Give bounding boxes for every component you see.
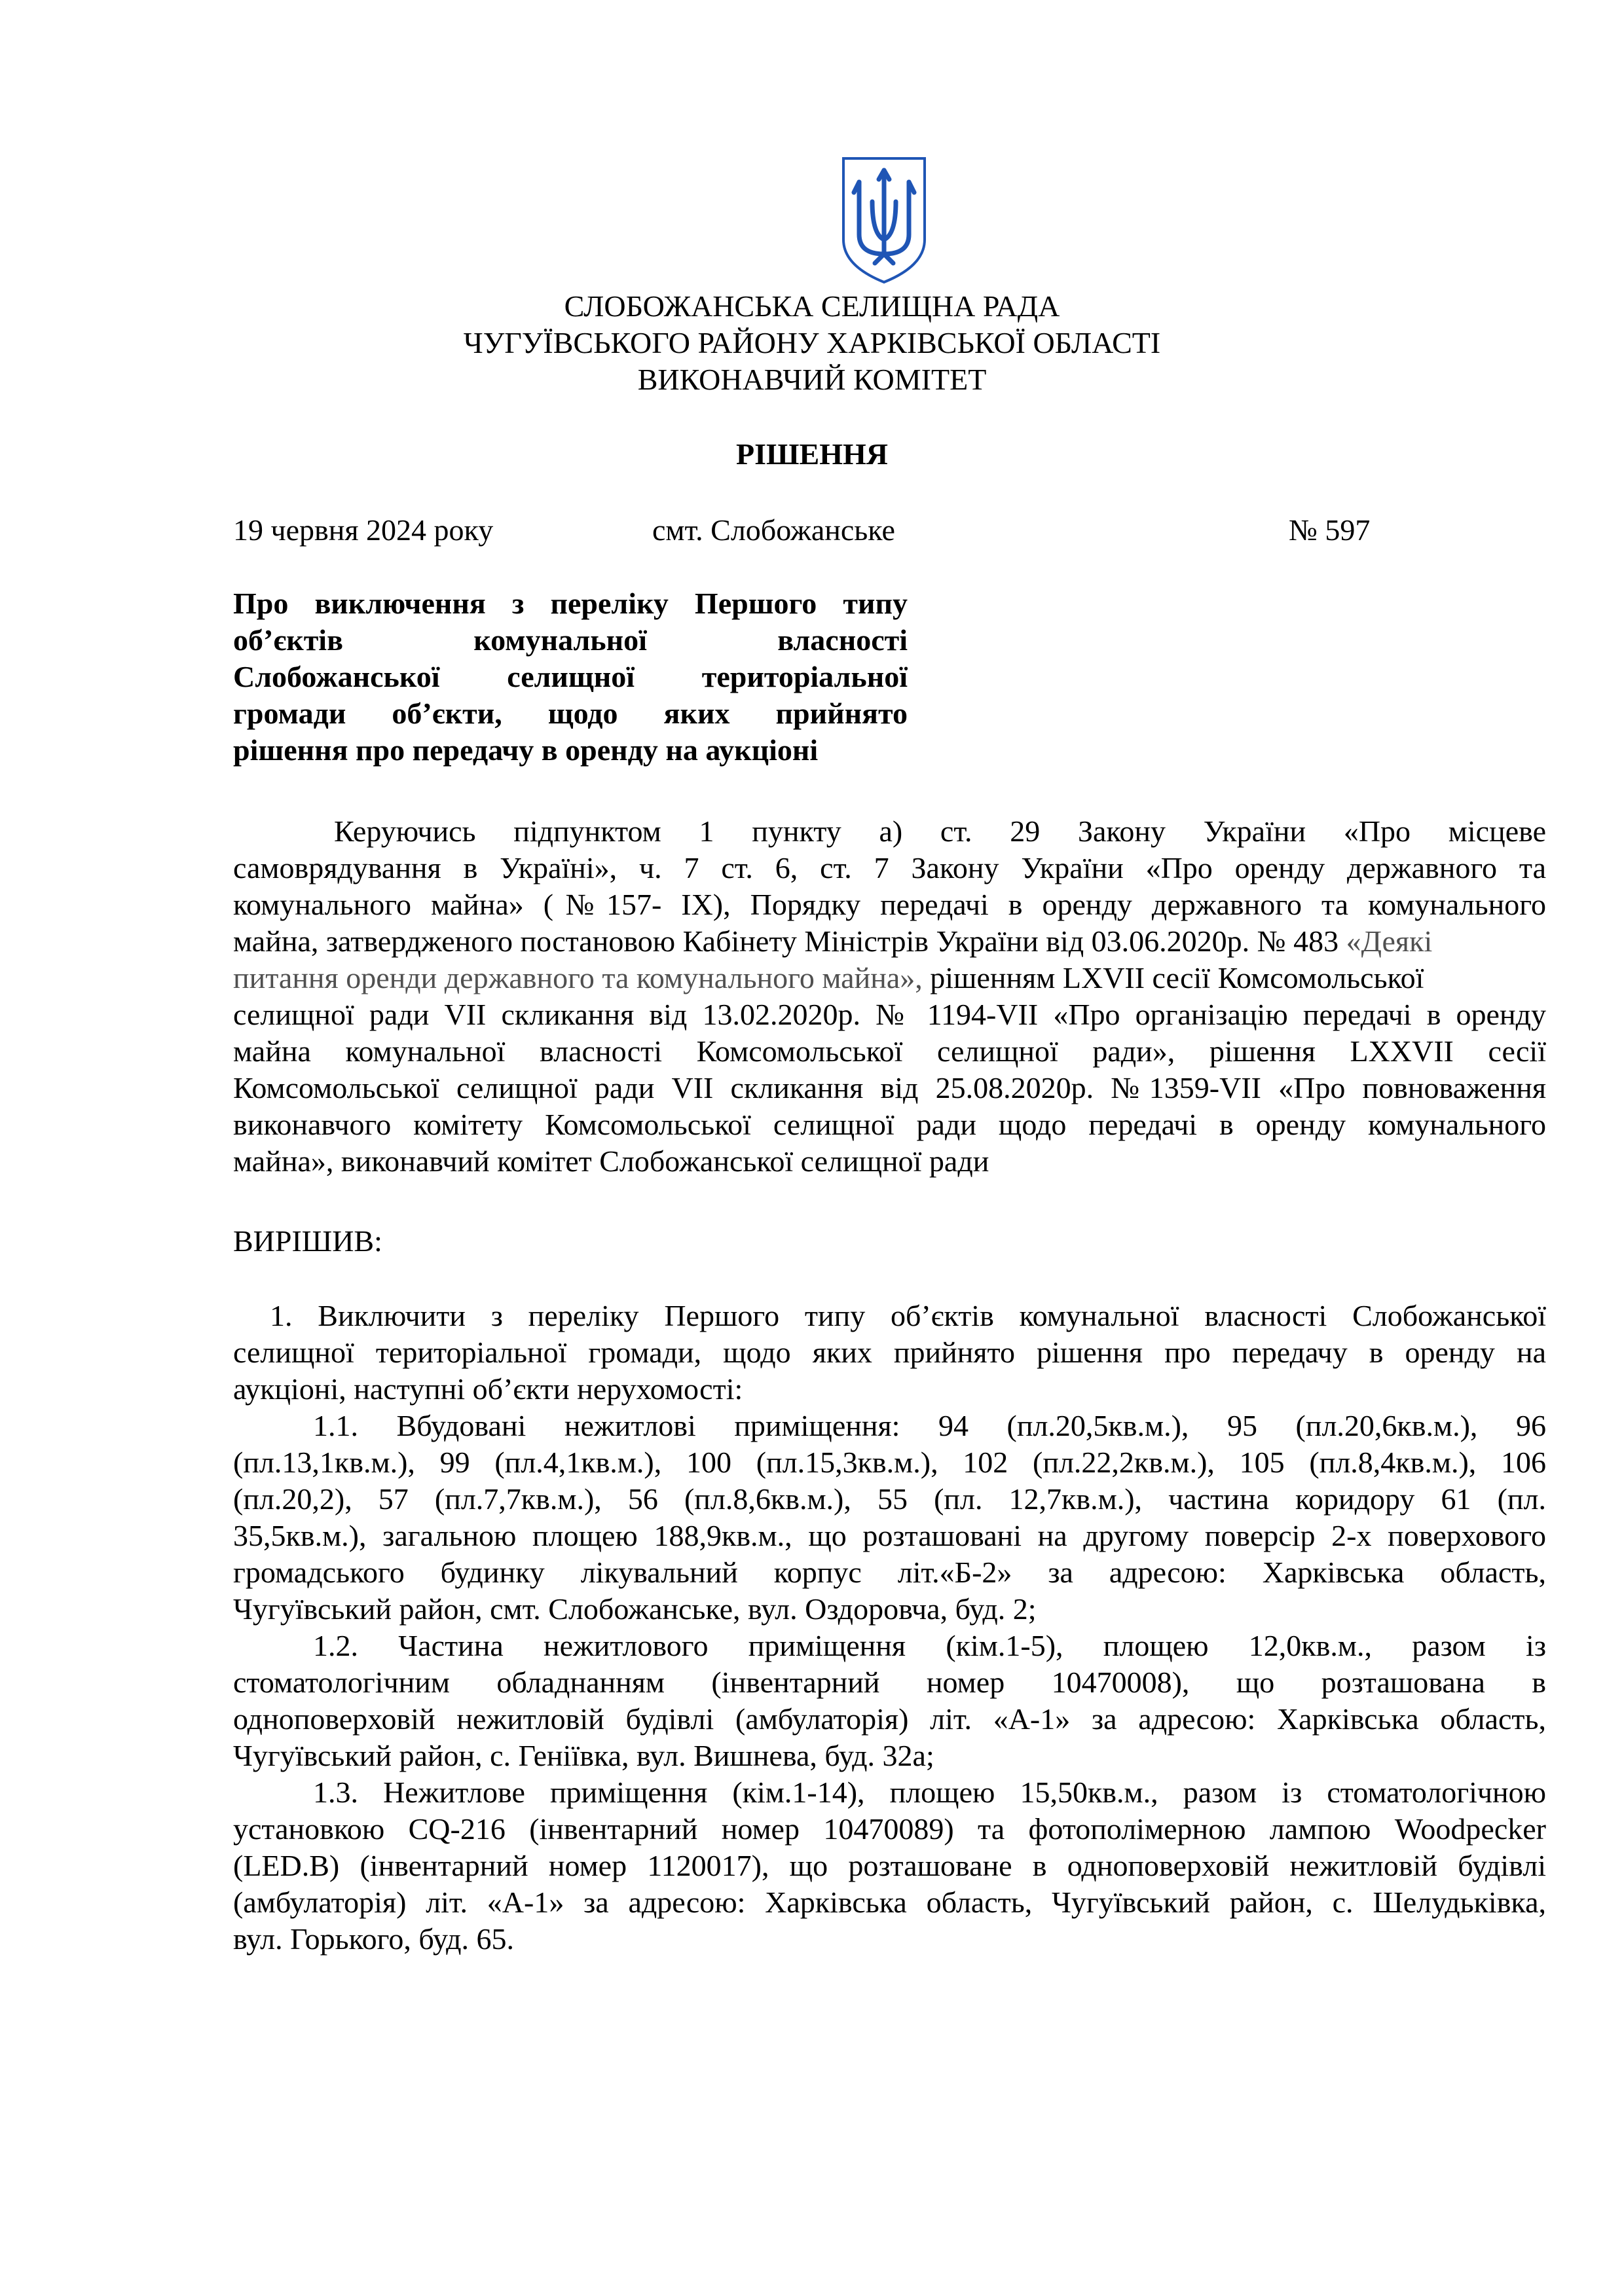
title-line: об’єктів комунальної власності [233, 623, 908, 657]
preamble-line: комунального майна» (№157- ІХ), Порядку передачі в оренду державного та комунального [233, 888, 1546, 921]
preamble-line: майна комунальної власності Комсомольської селищної ради», рішення LXXVII сесії [233, 1034, 1546, 1068]
item-line: (пл.20,2), 57 (пл.7,7кв.м.), 56 (пл.8,6кв.м.), 55 (пл. 12,7кв.м.), частина коридору 61 (пл. [233, 1482, 1546, 1516]
item-line: (пл.13,1кв.м.), 99 (пл.4,1кв.м.), 100 (пл.15,3кв.м.), 102 (пл.22,2кв.м.), 105 (пл.8,4кв.м.), 106 [233, 1446, 1546, 1479]
org-name-line-2: ЧУГУЇВСЬКОГО РАЙОНУ ХАРКІВСЬКОЇ ОБЛАСТІ [463, 326, 1161, 359]
item-line: одноповерховій нежитловій будівлі (амбулаторія) літ. «А-1» за адресою: Харківська область, [233, 1702, 1546, 1736]
title-line: рішення про передачу в оренду на аукціоні [233, 733, 819, 767]
item-line: 1.3. Нежитлове приміщення (кім.1-14), площею 15,50кв.м., разом із стоматологічною [313, 1776, 1546, 1809]
resolved-heading: ВИРІШИВ: [233, 1224, 382, 1258]
preamble-line: Комсомольської селищної ради VII скликання від 25.08.2020р. №1359-VII «Про повноваження [233, 1071, 1546, 1104]
item-line: 1. Виключити з переліку Першого типу об’єктів комунальної власності Слобожанської [270, 1299, 1546, 1332]
preamble-line-tail: рішенням LXVII сесії Комсомольської [930, 961, 1424, 994]
decision-place: смт. Слобожанське [652, 513, 895, 547]
item-line: стоматологічним обладнанням (інвентарний номер 10470008), що розташована в [233, 1666, 1546, 1699]
preamble-line: майна», виконавчий комітет Слобожанської селищної ради [233, 1144, 989, 1178]
item-line: селищної територіальної громади, щодо яких прийнято рішення про передачу в оренду на [233, 1336, 1546, 1369]
item-line: 1.2. Частина нежитлового приміщення (кім.1-5), площею 12,0кв.м., разом із [313, 1629, 1546, 1662]
org-name-line-1: СЛОБОЖАНСЬКА СЕЛИЩНА РАДА [564, 289, 1060, 323]
title-line: громади об’єкти, щодо яких прийнято [233, 697, 908, 730]
title-line: Слобожанської селищної територіальної [233, 660, 908, 693]
preamble-line [233, 960, 1546, 996]
item-line: 35,5кв.м.), загальною площею 188,9кв.м., що розташовані на другому поверсір 2-х поверхового [233, 1519, 1546, 1552]
decision-date: 19 червня 2024 року [233, 513, 494, 547]
preamble-line-gray: питання оренди державного та комунального майна», [233, 961, 923, 994]
item-line: (амбулаторія) літ. «А-1» за адресою: Харківська область, Чугуївський район, с. Шелудьківка, [233, 1886, 1546, 1919]
title-line: Про виключення з переліку Першого типу [233, 587, 908, 620]
preamble-line: Керуючись підпунктом 1 пункту а) ст. 29 Закону України «Про місцеве [334, 814, 1546, 848]
preamble-line: селищної ради VII скликання від 13.02.2020р. № 1194-VII «Про організацію передачі в оренду [233, 998, 1546, 1031]
item-line: (LED.B) (інвентарний номер 1120017), що розташоване в одноповерховій нежитловій будівлі [233, 1849, 1546, 1882]
item-line: Чугуївський район, с. Геніївка, вул. Вишнева, буд. 32а; [233, 1739, 934, 1772]
item-line: громадського будинку лікувальний корпус літ.«Б-2» за адресою: Харківська область, [233, 1556, 1546, 1589]
item-line: вул. Горького, буд. 65. [233, 1922, 515, 1956]
preamble-line: виконавчого комітету Комсомольської селищної ради щодо передачі в оренду комунального [233, 1108, 1546, 1141]
org-name-line-3: ВИКОНАВЧИЙ КОМІТЕТ [637, 363, 987, 396]
item-line: Чугуївський район, смт. Слобожанське, вул. Оздоровча, буд. 2; [233, 1592, 1037, 1626]
decision-number: № 597 [1289, 513, 1371, 547]
preamble-line: самоврядування в Україні», ч. 7 ст. 6, ст. 7 Закону України «Про оренду державного та [233, 851, 1546, 884]
item-line: аукціоні, наступні об’єкти нерухомості: [233, 1372, 743, 1406]
item-line: установкою CQ-216 (інвентарний номер 10470089) та фотополімерною лампою Woodpecker [233, 1812, 1546, 1846]
preamble-line [233, 923, 1546, 960]
preamble-line-text: майна, затвердженого постановою Кабінету Міністрів України від 03.06.2020р. № 483 [233, 924, 1339, 958]
item-line: 1.1. Вбудовані нежитлові приміщення: 94 (пл.20,5кв.м.), 95 (пл.20,6кв.м.), 96 [313, 1409, 1546, 1442]
preamble-line-gray-tail: «Деякі [1346, 924, 1433, 958]
tryzub-coat-of-arms-icon [840, 156, 929, 285]
document-type-heading: РІШЕННЯ [736, 437, 888, 471]
